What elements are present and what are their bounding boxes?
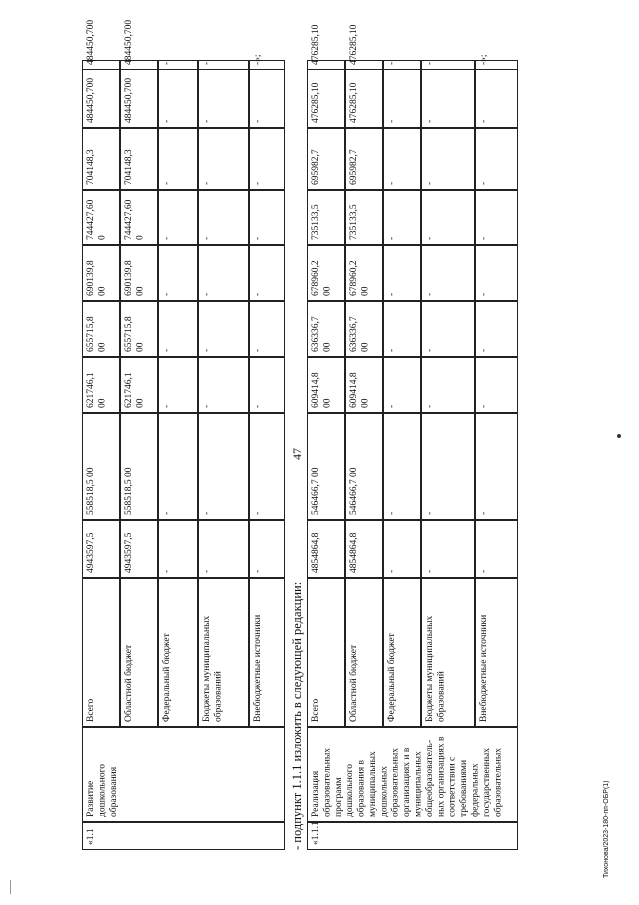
value-cell: -: [475, 60, 518, 128]
funding-source: Бюджеты муниципальных образований: [198, 578, 249, 727]
funding-source: Областной бюджет: [120, 578, 158, 727]
value-cell: -: [383, 245, 421, 301]
value-cell: 476285,10: [307, 60, 345, 70]
value-cell: 546466,7 00: [345, 413, 383, 520]
value-cell: -: [158, 60, 198, 128]
value-cell: 655715,8 00: [120, 301, 158, 357]
value-cell: 609414,8 00: [345, 357, 383, 413]
value-cell: -: [198, 60, 249, 128]
value-cell: -: [249, 357, 285, 413]
value-cell: 621746,1 00: [82, 357, 120, 413]
value-cell: -: [158, 245, 198, 301]
value-cell: 636336,7 00: [345, 301, 383, 357]
value-cell: 690139,8 00: [120, 245, 158, 301]
value-cell: -: [421, 128, 475, 190]
value-cell: -: [158, 128, 198, 190]
row-name: Реализация образовательных программ дошкольного образования в муниципальных дошкольных образовательных организациях и в муниципальных общеобразователь-ных организациях в соответствии с требованиями федеральных государственных образовательных: [307, 727, 518, 822]
value-cell: 558518,5 00: [120, 413, 158, 520]
value-cell: -: [198, 301, 249, 357]
funding-source: Областной бюджет: [345, 578, 383, 727]
funding-source: Всего: [82, 578, 120, 727]
value-cell: -: [249, 60, 285, 128]
funding-source: Внебюджетные источники: [475, 578, 518, 727]
value-cell: -: [158, 301, 198, 357]
row-name: Развитие дошкольного образования: [82, 727, 285, 822]
value-cell: -: [475, 357, 518, 413]
value-cell: -: [421, 520, 475, 578]
value-cell: -: [249, 245, 285, 301]
value-cell: -: [421, 245, 475, 301]
value-cell: -: [198, 128, 249, 190]
value-cell: -: [198, 60, 249, 70]
value-cell: -: [249, 520, 285, 578]
value-cell: -: [421, 60, 475, 70]
value-cell: 484450,700: [120, 60, 158, 128]
value-cell: -: [249, 413, 285, 520]
value-cell: -: [158, 60, 198, 70]
value-cell: -: [158, 520, 198, 578]
value-cell: -: [475, 245, 518, 301]
value-cell: 695982,7: [345, 128, 383, 190]
value-cell: 4943597,5: [120, 520, 158, 578]
value-cell: 735133,5: [307, 190, 345, 245]
value-cell: 4854864,8: [307, 520, 345, 578]
value-cell: -: [421, 301, 475, 357]
value-cell: -: [249, 190, 285, 245]
value-cell: 655715,8 00: [82, 301, 120, 357]
value-cell: 636336,7 00: [307, 301, 345, 357]
funding-source: Федеральный бюджет: [383, 578, 421, 727]
value-cell: 484450,700: [82, 60, 120, 70]
value-cell: 484450,700: [120, 60, 158, 70]
value-cell: -: [383, 60, 421, 128]
value-cell: 476285,10: [345, 60, 383, 70]
funding-source: Всего: [307, 578, 345, 727]
value-cell: -: [383, 413, 421, 520]
value-cell: -: [383, 301, 421, 357]
value-cell: -: [475, 520, 518, 578]
value-cell: -: [383, 190, 421, 245]
value-cell: -: [421, 357, 475, 413]
value-cell: -: [421, 413, 475, 520]
row-number: «1.1: [82, 822, 285, 850]
value-cell: -: [475, 190, 518, 245]
value-cell: -: [475, 413, 518, 520]
value-cell: 621746,1 00: [120, 357, 158, 413]
value-cell: -: [158, 413, 198, 520]
value-cell: -: [249, 128, 285, 190]
value-cell: 690139,8 00: [82, 245, 120, 301]
value-cell: 558518,5 00: [82, 413, 120, 520]
value-cell: -: [198, 520, 249, 578]
value-cell: -: [383, 128, 421, 190]
value-cell: 735133,5: [345, 190, 383, 245]
value-cell: 744427,60 0: [82, 190, 120, 245]
value-cell: -: [421, 60, 475, 128]
value-cell: -: [475, 301, 518, 357]
value-cell: 704148,3: [120, 128, 158, 190]
funding-source: Внебюджетные источники: [249, 578, 285, 727]
value-cell: -: [198, 190, 249, 245]
value-cell: 704148,3: [82, 128, 120, 190]
value-cell: 4943597,5: [82, 520, 120, 578]
value-cell: 609414,8 00: [307, 357, 345, 413]
value-cell: -: [158, 190, 198, 245]
value-cell: -: [198, 357, 249, 413]
row-number: «1.1.1: [307, 822, 518, 850]
value-cell: -»;: [475, 60, 518, 70]
value-cell: 678960,2 00: [307, 245, 345, 301]
funding-source: Бюджеты муниципальных образований: [421, 578, 475, 727]
value-cell: 476285,10: [307, 60, 345, 128]
value-cell: -: [475, 128, 518, 190]
value-cell: -: [249, 301, 285, 357]
value-cell: -: [198, 413, 249, 520]
value-cell: 4854864,8: [345, 520, 383, 578]
value-cell: -: [383, 520, 421, 578]
value-cell: -: [383, 357, 421, 413]
value-cell: -»;: [249, 60, 285, 70]
value-cell: 476285,10: [345, 60, 383, 128]
value-cell: 695982,7: [307, 128, 345, 190]
value-cell: 678960,2 00: [345, 245, 383, 301]
value-cell: -: [158, 357, 198, 413]
value-cell: 484450,700: [82, 60, 120, 128]
footer-code: Тихонова/2023-180-пп-ОБР(1): [603, 780, 610, 878]
page-number: 47: [290, 448, 304, 460]
section-caption: - подпункт 1.1.1 изложить в следующей редакции:: [290, 581, 304, 850]
value-cell: -: [383, 60, 421, 70]
value-cell: -: [198, 245, 249, 301]
funding-source: Федеральный бюджет: [158, 578, 198, 727]
value-cell: 744427,60 0: [120, 190, 158, 245]
value-cell: -: [421, 190, 475, 245]
value-cell: 546466,7 00: [307, 413, 345, 520]
